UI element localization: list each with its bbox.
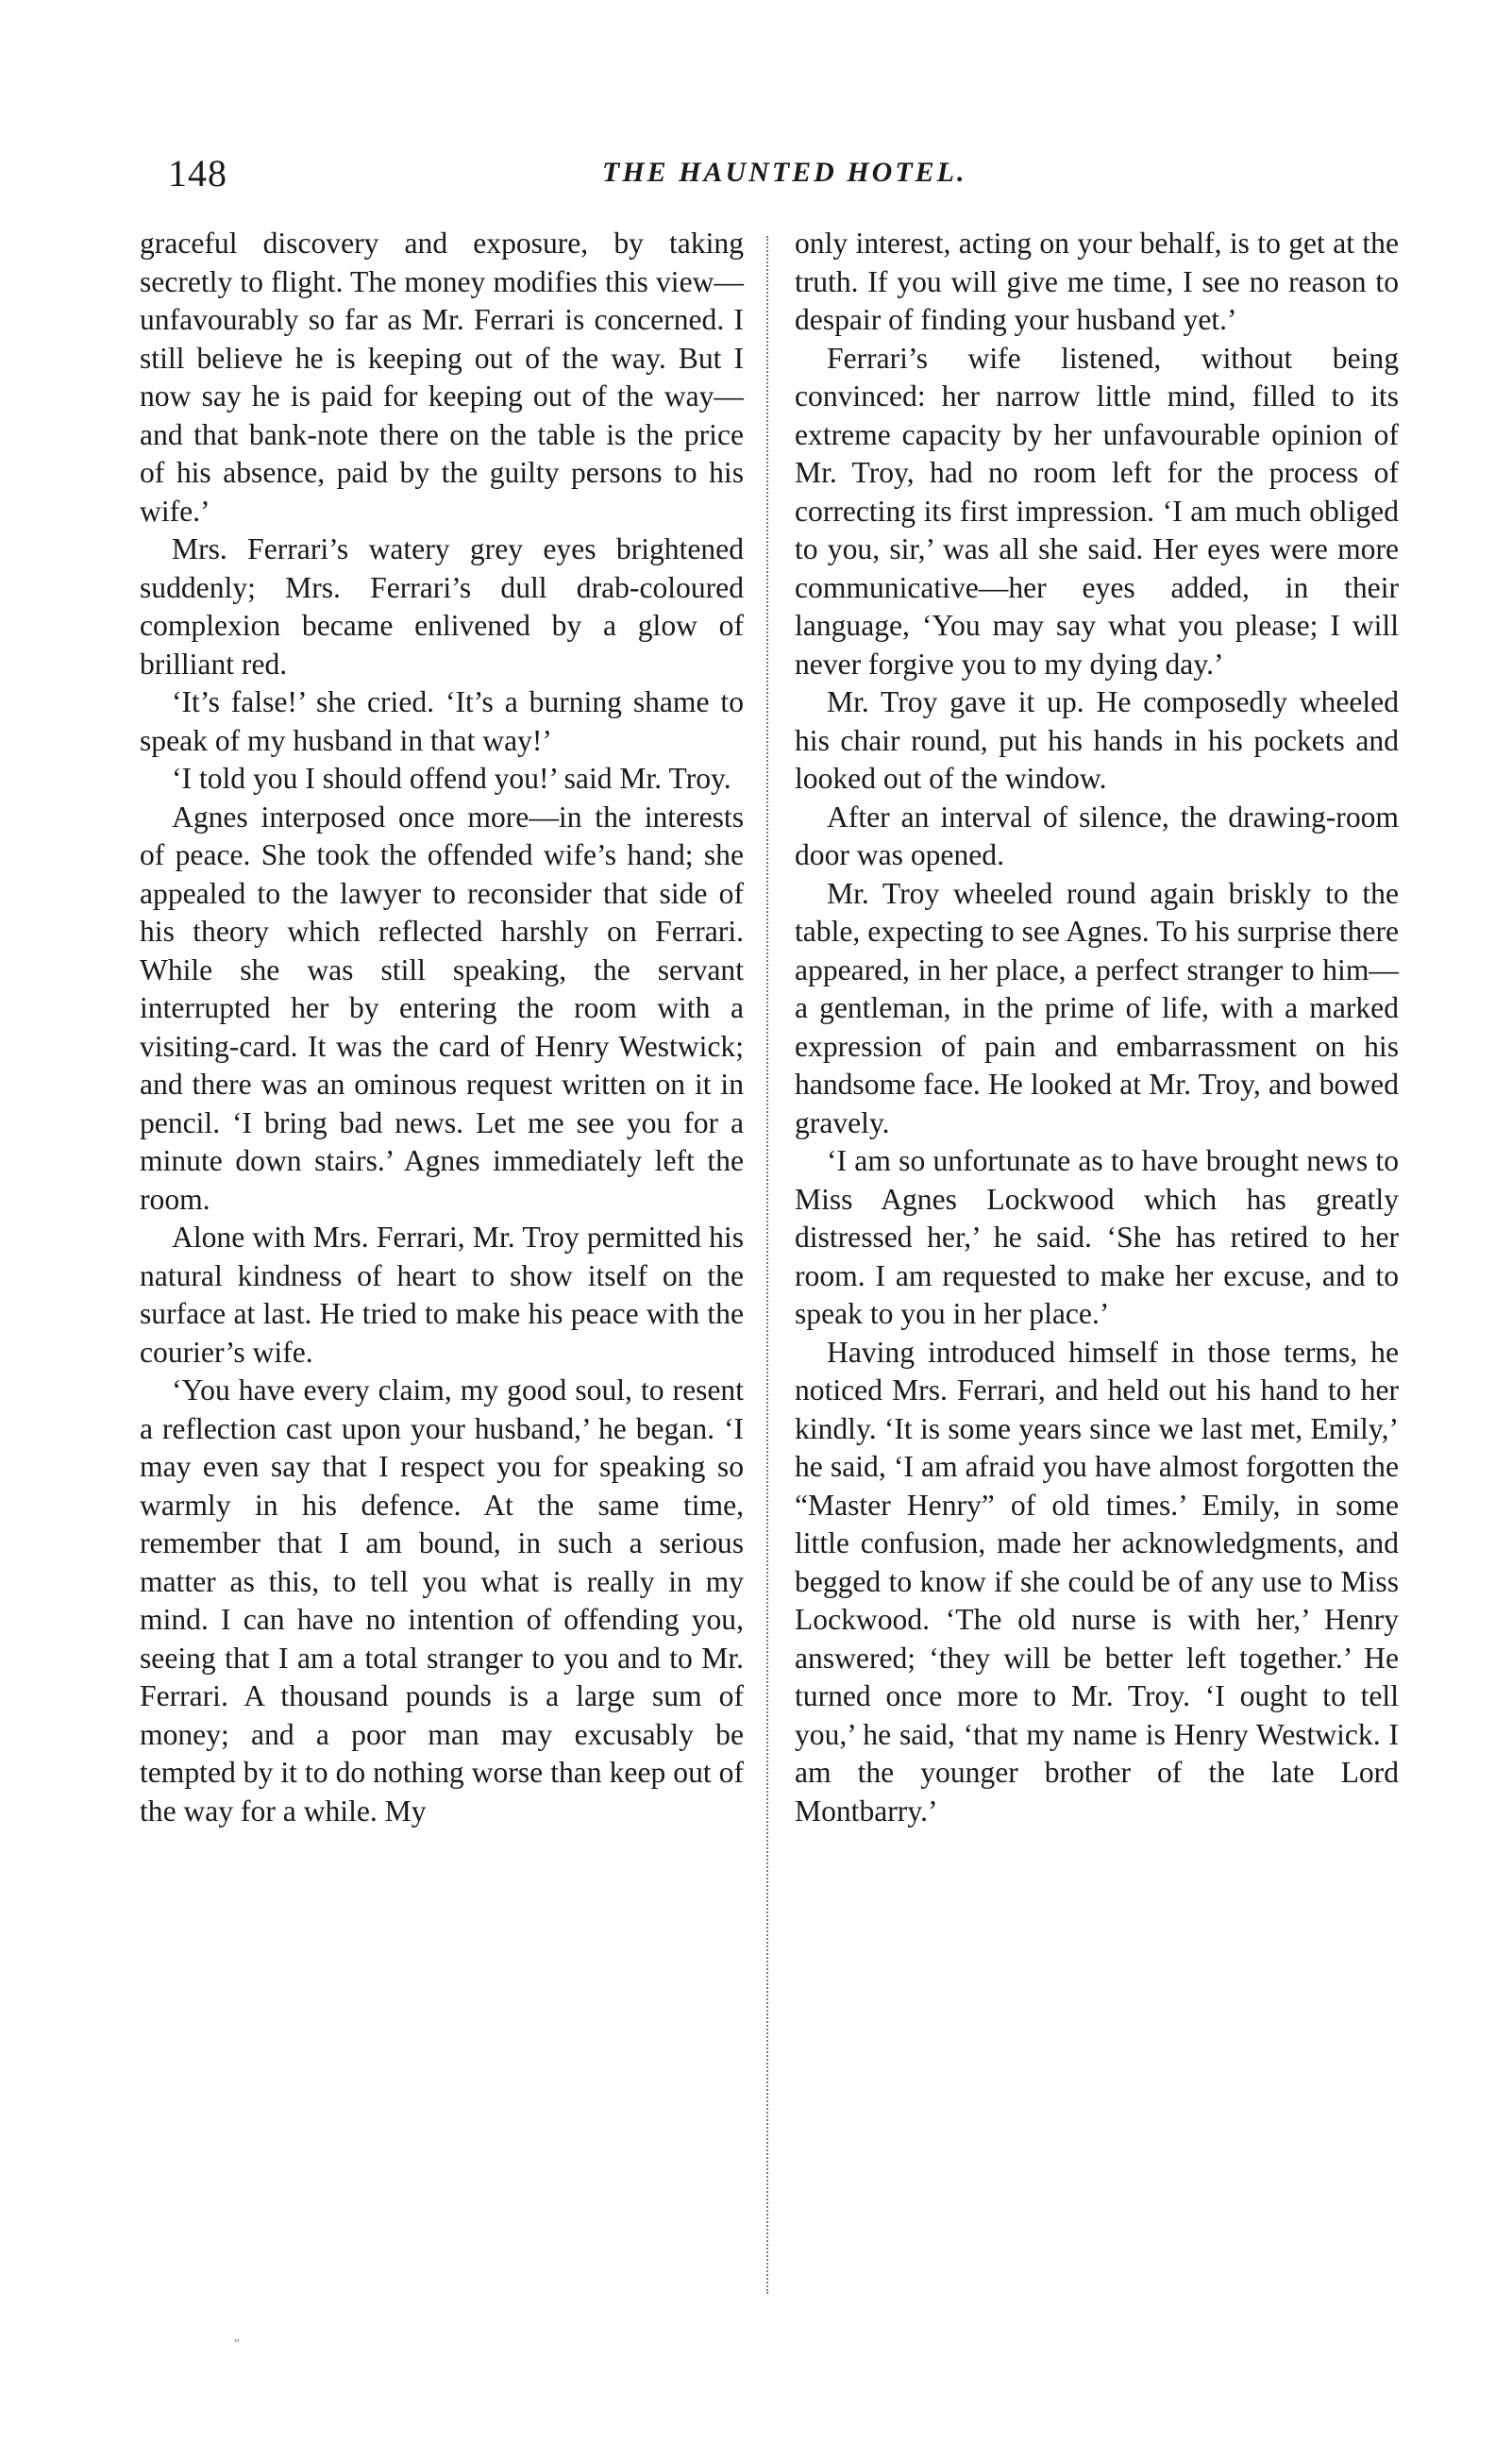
page-number: 148 — [168, 152, 227, 194]
running-title: THE HAUNTED HOTEL. — [602, 157, 967, 188]
paragraph: ‘I am so unfortunate as to have brought news to Miss Agnes Lockwood which has greatly distressed her,’ he said. ‘She has retired to her room. I am requested to make her excuse, and to speak to you in her place.’ — [795, 1144, 1399, 1330]
paragraph: only interest, acting on your behalf, is to get at the truth. If you will give me time, I see no reason to despair of finding your husband yet.’ — [795, 227, 1399, 336]
paragraph: Alone with Mrs. Ferrari, Mr. Troy permitted his natural kindness of heart to show itself on the surface at last. He tried to make his peace with the courier’s wife. — [140, 1221, 744, 1369]
page-header — [168, 151, 995, 208]
paragraph: Ferrari’s wife listened, without being convinced: her narrow little mind, filled to its extreme capacity by her unfavourable opinion of Mr. Troy, had no room left for the process of correcting its first impression. ‘I am much obliged to you, sir,’ was all she said. Her eyes were more communicative—her eyes added, in their language, ‘You may say what you please; I will never forgive you to my dying day.’ — [795, 341, 1399, 681]
paragraph: graceful discovery and exposure, by taking secretly to flight. The money modifies this view—unfavourably so far as Mr. Ferrari is concerned. I still believe he is keeping out of the way. But I now say he is paid for keeping out of the way—and that bank-note there on the table is the price of his absence, paid by the guilty persons to his wife.’ — [140, 227, 744, 528]
paragraph: Mrs. Ferrari’s watery grey eyes brightened suddenly; Mrs. Ferrari’s dull drab-coloured complexion became enlivened by a glow of brilliant red. — [140, 532, 744, 681]
paragraph: ‘I told you I should offend you!’ said Mr. Troy. — [172, 762, 731, 795]
left-column — [140, 225, 744, 1830]
paragraph: ‘It’s false!’ she cried. ‘It’s a burning shame to speak of my husband in that way!’ — [140, 685, 744, 757]
printer-mark: ‟ — [234, 2337, 241, 2351]
paragraph: Mr. Troy gave it up. He composedly wheeled his chair round, put his hands in his pockets and looked out of the window. — [795, 685, 1399, 795]
paragraph: Mr. Troy wheeled round again briskly to the table, expecting to see Agnes. To his surprise there appeared, in her place, a perfect stranger to him—a gentleman, in the prime of life, with a marked expression of pain and embarrassment on his handsome face. He looked at Mr. Troy, and bowed gravely. — [795, 876, 1399, 1139]
paragraph: ‘You have every claim, my good soul, to resent a reflection cast upon your husband,’ he began. ‘I may even say that I respect you for speaking so warmly in his defence. At the same time, remember that I am bound, in such a serious matter as this, to tell you what is really in my mind. I can have no intention of offending you, seeing that I am a total stranger to you and to Mr. Ferrari. A thousand pounds is a large sum of money; and a poor man may excusably be tempted by it to do nothing worse than keep out of the way for a while. My — [140, 1373, 744, 1828]
right-column — [795, 225, 1399, 1830]
column-divider — [766, 236, 768, 2294]
paragraph: Agnes interposed once more—in the interests of peace. She took the offended wife’s hand; she appealed to the lawyer to reconsider that side of his theory which reflected harshly on Ferrari. While she was still speaking, the servant interrupted her by entering the room with a visiting-card. It was the card of Henry Westwick; and there was an ominous request written on it in pencil. ‘I bring bad news. Let me see you for a minute down stairs.’ Agnes immediately left the room. — [140, 800, 744, 1216]
paragraph: After an interval of silence, the drawing-room door was opened. — [795, 800, 1399, 871]
paragraph: Having introduced himself in those terms, he noticed Mrs. Ferrari, and held out his hand to her kindly. ‘It is some years since we last met, Emily,’ he said, ‘I am afraid you have almost forgotten the “Master Henry” of old times.’ Emily, in some little confusion, made her acknowledgments, and begged to know if she could be of any use to Miss Lockwood. ‘The old nurse is with her,’ Henry answered; ‘they will be better left together.’ He turned once more to Mr. Troy. ‘I ought to tell you,’ he said, ‘that my name is Henry Westwick. I am the younger brother of the late Lord Montbarry.’ — [795, 1335, 1399, 1828]
